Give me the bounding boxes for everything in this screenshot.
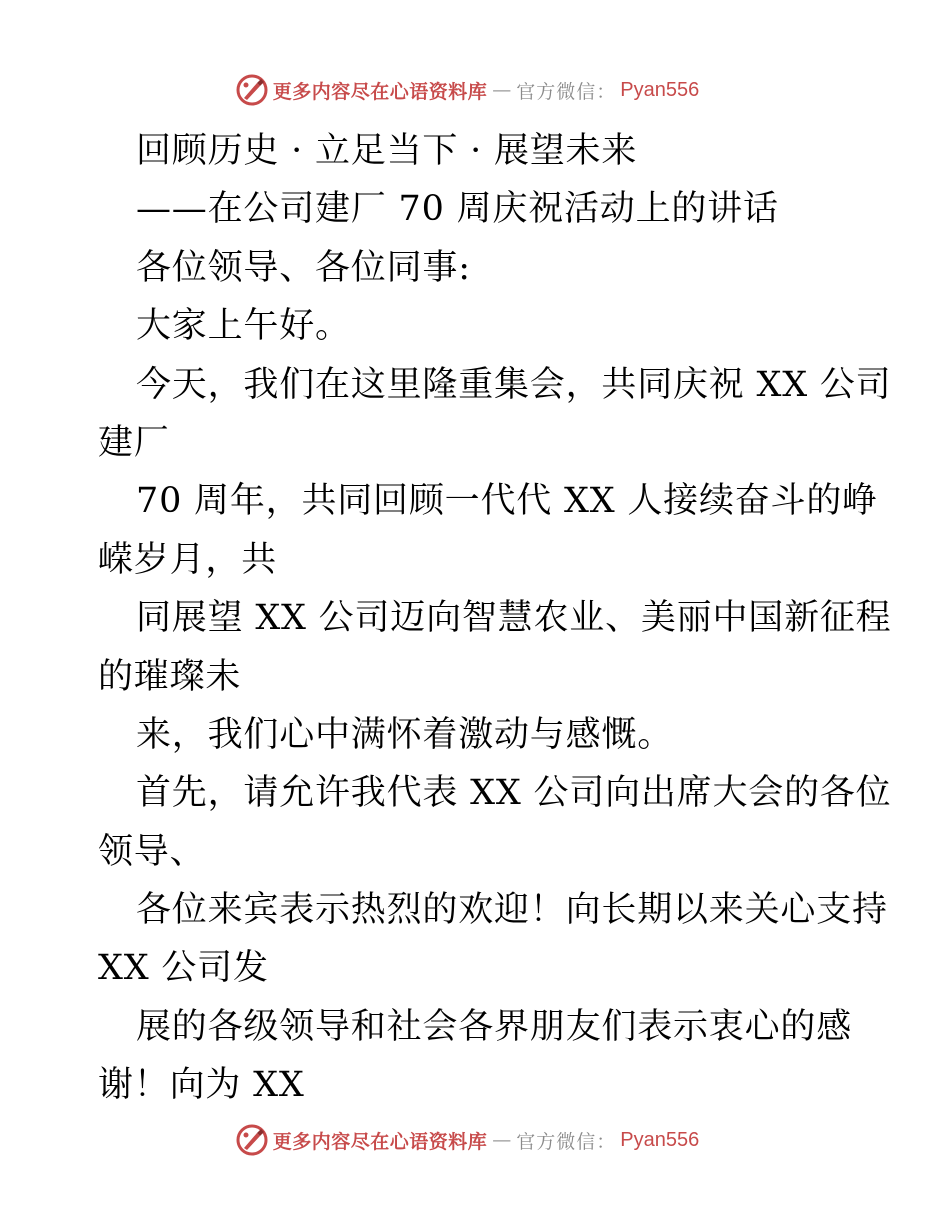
banner-sub-text: 官方微信： <box>516 80 617 103</box>
banner-separator: — <box>492 1129 512 1151</box>
banner-main-text: 更多内容尽在心语资料库 <box>272 80 488 103</box>
document-line: XX 公司发 <box>98 948 269 989</box>
footer-banner-content <box>235 1123 700 1157</box>
document-line: 建厂 <box>98 422 170 463</box>
document-line: 各位来宾表示热烈的欢迎！向长期以来关心支持 <box>136 890 888 931</box>
logo-pen-icon <box>235 1123 269 1157</box>
document-line: 谢！向为 XX <box>98 1065 305 1106</box>
banner-wechat-id: Pyan556 <box>620 78 700 101</box>
banner-main-text: 更多内容尽在心语资料库 <box>272 1130 488 1153</box>
banner-sub-text: 官方微信： <box>516 1130 617 1153</box>
document-line: 首先，请允许我代表 XX 公司向出席大会的各位 <box>136 773 892 814</box>
document-line: 70 周年，共同回顾一代代 XX 人接续奋斗的峥 <box>136 481 878 522</box>
document-salutation: 各位领导、各位同事: <box>136 247 471 288</box>
banner-wechat-id: Pyan556 <box>620 1128 700 1151</box>
document-subtitle: ——在公司建厂 70 周庆祝活动上的讲话 <box>136 189 779 230</box>
logo-pen-icon <box>235 73 269 107</box>
header-banner-content <box>235 73 700 107</box>
document-title: 回顾历史 · 立足当下 · 展望未来 <box>136 131 638 171</box>
document-line: 同展望 XX 公司迈向智慧农业、美丽中国新征程 <box>136 598 892 639</box>
document-line: 领导、 <box>98 831 206 872</box>
document-line: 来，我们心中满怀着激动与感慨。 <box>136 714 674 755</box>
document-line: 大家上午好。 <box>136 306 351 347</box>
document-body <box>98 122 892 1115</box>
banner-separator: — <box>492 79 512 101</box>
document-line: 的璀璨未 <box>98 656 242 697</box>
header-banner <box>0 70 950 110</box>
document-line: 嵘岁月，共 <box>98 539 278 580</box>
footer-banner <box>0 1120 950 1160</box>
document-line: 展的各级领导和社会各界朋友们表示衷心的感 <box>136 1006 853 1047</box>
document-line: 今天，我们在这里隆重集会，共同庆祝 XX 公司 <box>136 364 892 405</box>
